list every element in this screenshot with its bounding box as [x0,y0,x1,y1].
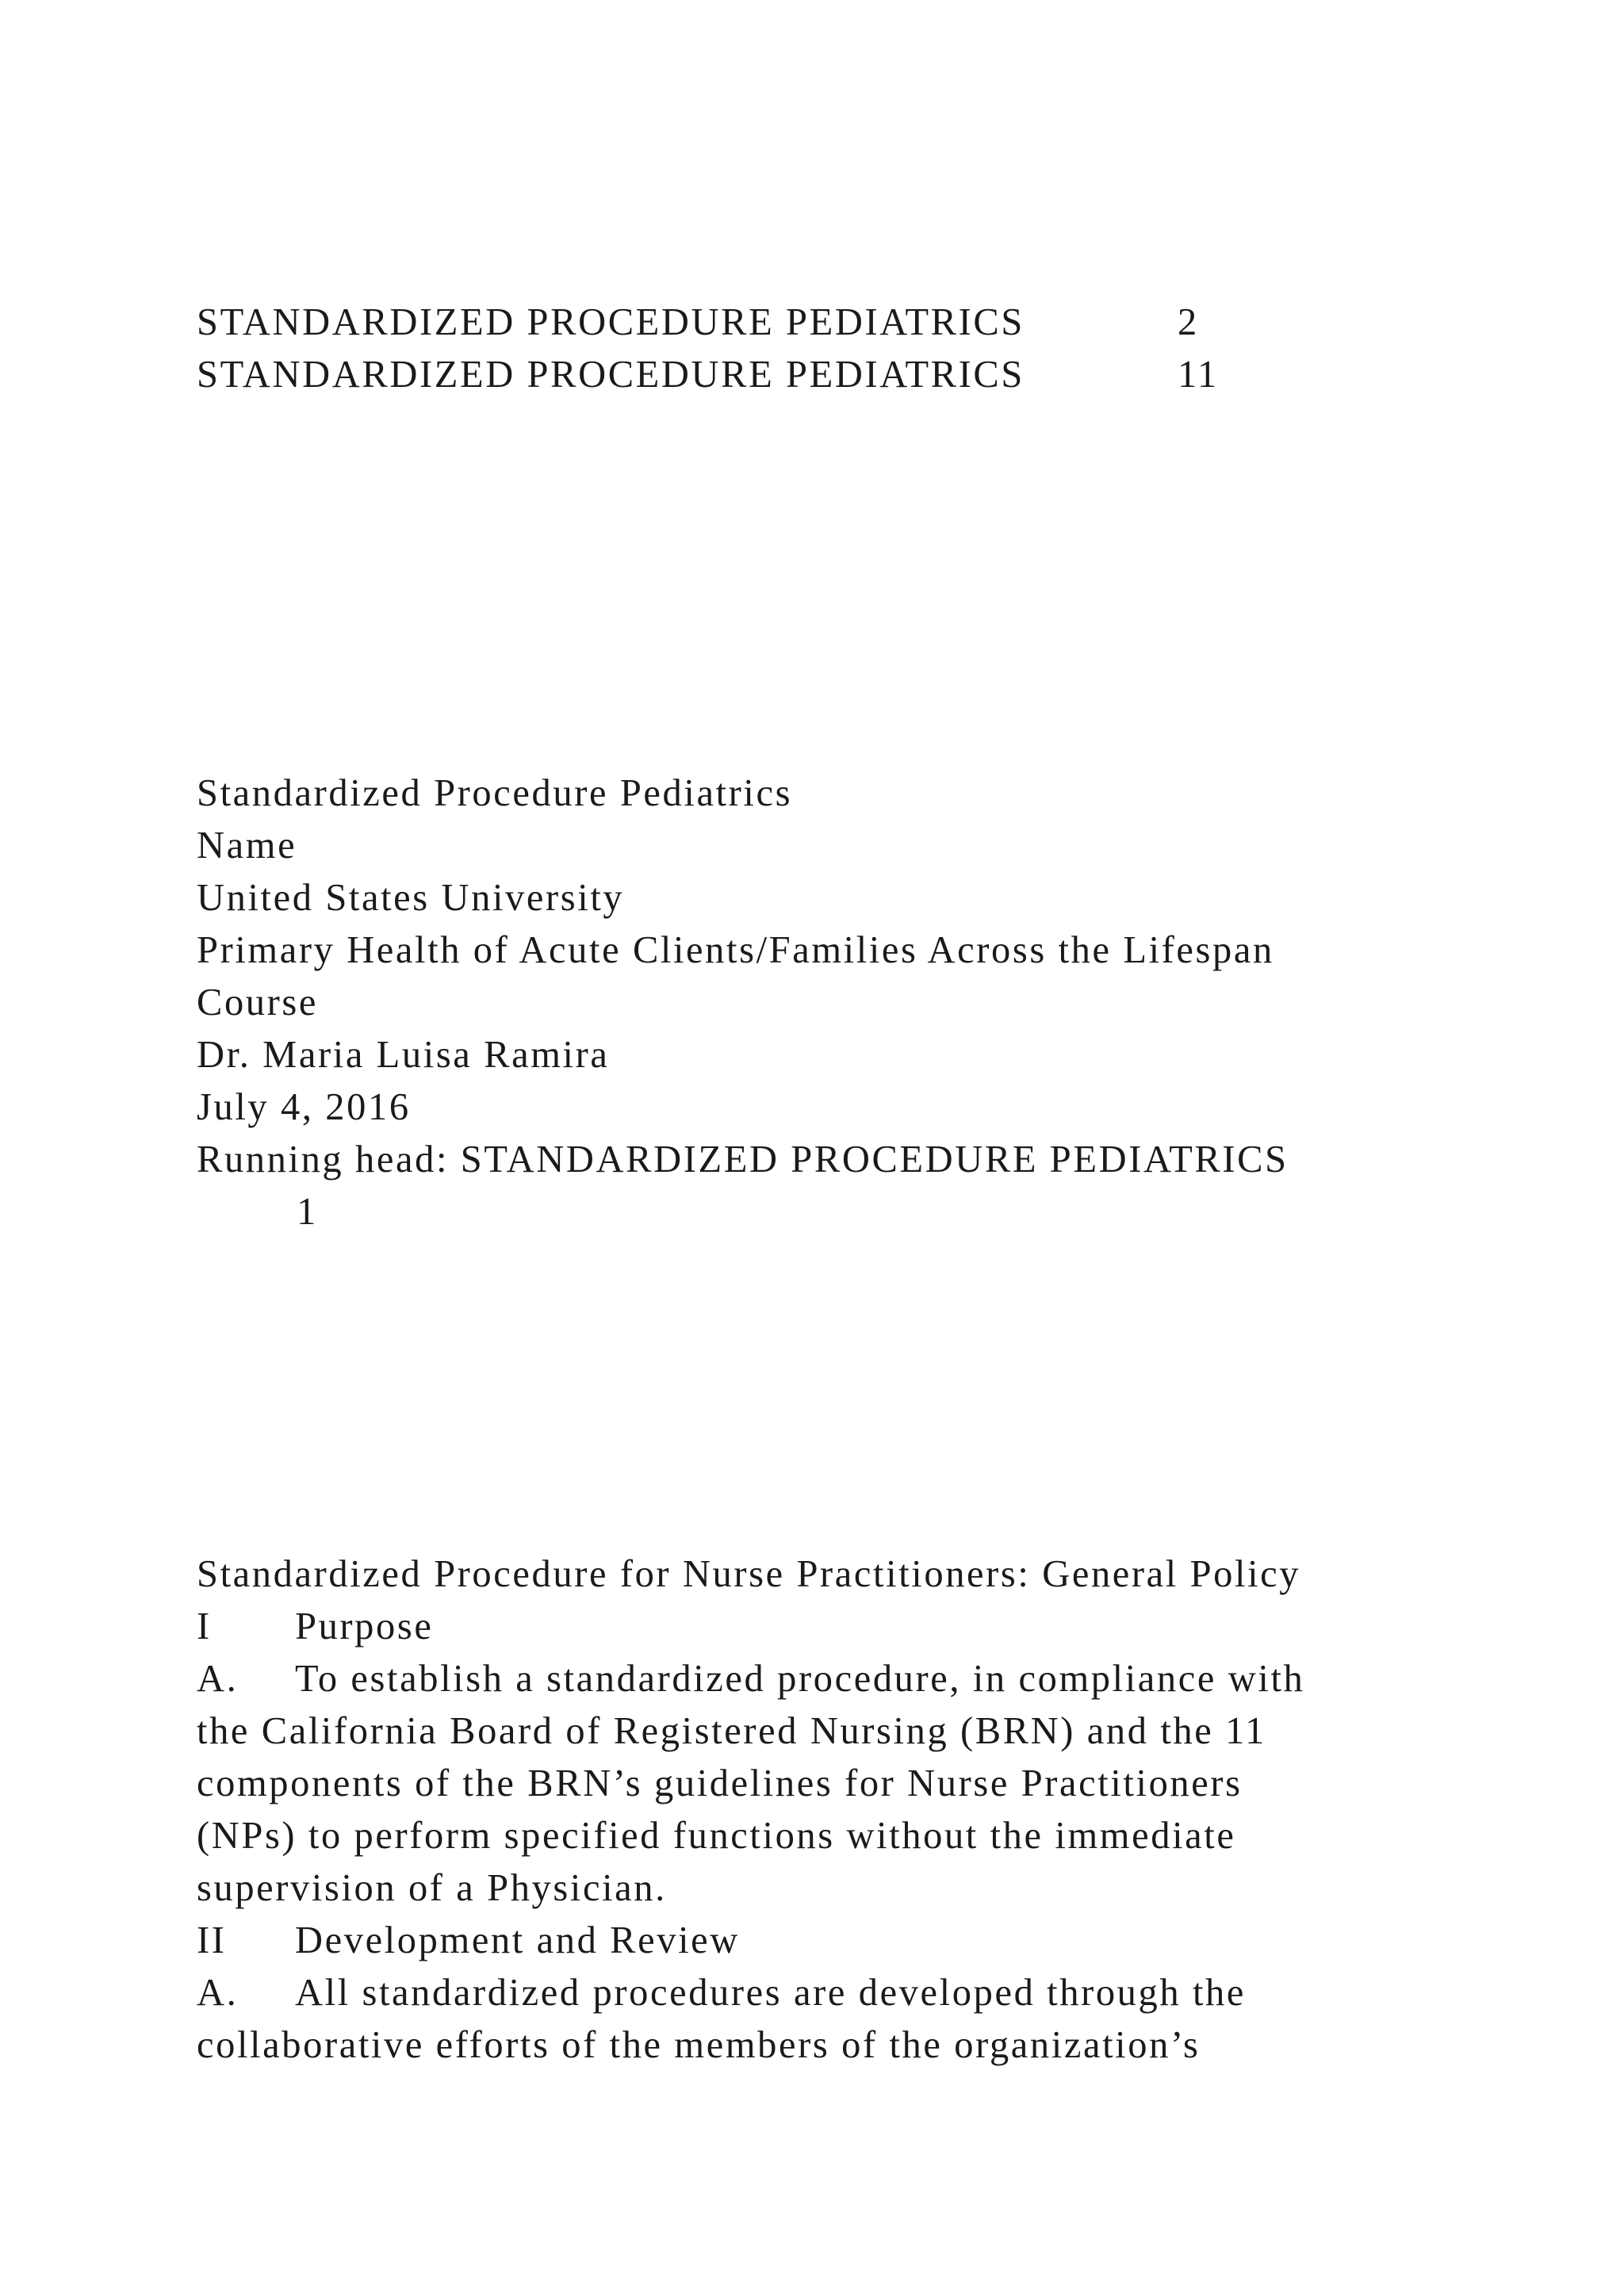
paragraph-line: collaborative efforts of the members of the organization’s [197,2024,1201,2066]
paper-title: Standardized Procedure Pediatrics [197,772,793,814]
item-label: A. [197,1972,239,2014]
running-head-page-number: 1 [297,1191,318,1233]
header-line [197,297,1465,349]
header-line [197,349,1465,401]
section-number: II [197,1919,227,1961]
list-item [197,1967,1465,2019]
author-name: Name [197,825,297,867]
section-2-heading [197,1915,1465,1967]
header-page-number: 11 [1178,354,1219,396]
running-head-line [197,1186,1465,1238]
title-page-block [197,767,1465,1238]
body-text [197,1548,1465,2072]
header-title: STANDARDIZED PROCEDURE PEDIATRICS [197,354,1025,396]
header-title: STANDARDIZED PROCEDURE PEDIATRICS [197,301,1025,343]
page-header [197,297,1465,401]
course-name-line: Primary Health of Acute Clients/Families Across the Lifespan [197,929,1274,971]
paragraph-line: supervision of a Physician. [197,1867,667,1909]
section-title: Development and Review [295,1919,740,1961]
paragraph-line: To establish a standardized procedure, in compliance with [295,1658,1305,1700]
section-title: Purpose [295,1605,434,1647]
list-item [197,1653,1465,1705]
paragraph-line: components of the BRN’s guidelines for Nurse Practitioners [197,1762,1243,1804]
paragraph-line: All standardized procedures are developed through the [295,1972,1246,2014]
section-number: I [197,1605,212,1647]
section-1-heading [197,1601,1465,1653]
paper-date: July 4, 2016 [197,1086,411,1128]
section-heading: Standardized Procedure for Nurse Practitioners: General Policy [197,1553,1301,1595]
course-name-line: Course [197,982,319,1024]
running-head: Running head: STANDARDIZED PROCEDURE PEDIATRICS [197,1138,1289,1181]
instructor-name: Dr. Maria Luisa Ramira [197,1034,610,1076]
paragraph-line: the California Board of Registered Nursing (BRN) and the 11 [197,1710,1267,1752]
university-name: United States University [197,877,625,919]
paragraph-line: (NPs) to perform specified functions without the immediate [197,1815,1236,1857]
item-label: A. [197,1658,239,1700]
header-page-number: 2 [1178,301,1199,343]
